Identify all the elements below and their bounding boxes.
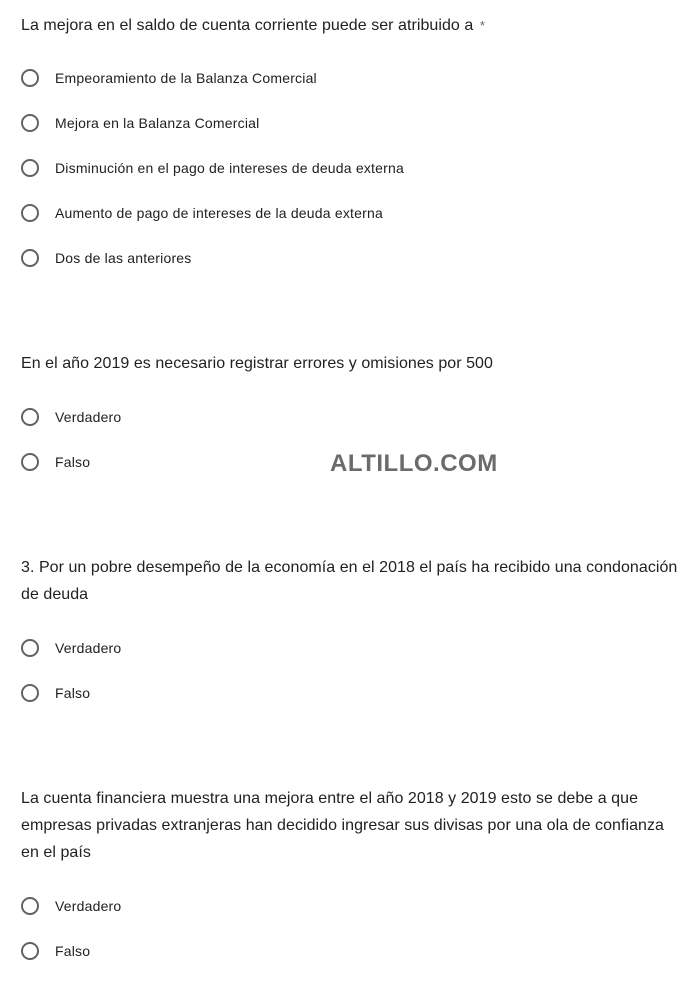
option-label: Falso	[55, 454, 91, 470]
radio-button-icon[interactable]	[21, 114, 39, 132]
question-4-title: La cuenta financiera muestra una mejora entre el año 2018 y 2019 esto se debe a que empresas privadas extranjeras han decidido ingresar sus divisas por una ola de confianza en el país	[21, 790, 664, 861]
q4-option-verdadero[interactable]	[21, 894, 121, 918]
q1-option-4[interactable]	[21, 201, 383, 225]
option-label: Falso	[55, 685, 91, 701]
q3-option-verdadero[interactable]	[21, 636, 121, 660]
radio-button-icon[interactable]	[21, 204, 39, 222]
option-label: Dos de las anteriores	[55, 250, 192, 266]
option-label: Empeoramiento de la Balanza Comercial	[55, 70, 317, 86]
q1-option-3[interactable]	[21, 156, 404, 180]
radio-button-icon[interactable]	[21, 639, 39, 657]
q2-option-falso[interactable]	[21, 450, 90, 474]
question-3-title: 3. Por un pobre desempeño de la economía en el 2018 el país ha recibido una condonación de deuda	[21, 559, 678, 603]
radio-button-icon[interactable]	[21, 249, 39, 267]
watermark-text: ALTILLO.COM	[330, 450, 498, 477]
radio-button-icon[interactable]	[21, 897, 39, 915]
option-label: Aumento de pago de intereses de la deuda externa	[55, 205, 383, 221]
question-2-title: En el año 2019 es necesario registrar errores y omisiones por 500	[21, 355, 493, 372]
option-label: Verdadero	[55, 640, 122, 656]
option-label: Mejora en la Balanza Comercial	[55, 115, 260, 131]
radio-button-icon[interactable]	[21, 684, 39, 702]
question-1-title	[21, 12, 681, 39]
radio-button-icon[interactable]	[21, 159, 39, 177]
radio-button-icon[interactable]	[21, 453, 39, 471]
q2-option-verdadero[interactable]	[21, 405, 121, 429]
option-label: Falso	[55, 943, 91, 959]
radio-button-icon[interactable]	[21, 408, 39, 426]
q1-option-1[interactable]	[21, 66, 317, 90]
question-1-text: La mejora en el saldo de cuenta corriente puede ser atribuido a	[21, 17, 474, 34]
q1-option-5[interactable]	[21, 246, 192, 270]
radio-button-icon[interactable]	[21, 69, 39, 87]
q4-option-falso[interactable]	[21, 939, 90, 963]
q3-option-falso[interactable]	[21, 681, 90, 705]
option-label: Disminución en el pago de intereses de deuda externa	[55, 160, 404, 176]
option-label: Verdadero	[55, 898, 122, 914]
option-label: Verdadero	[55, 409, 122, 425]
q1-option-2[interactable]	[21, 111, 259, 135]
required-asterisk: *	[479, 18, 485, 33]
radio-button-icon[interactable]	[21, 942, 39, 960]
